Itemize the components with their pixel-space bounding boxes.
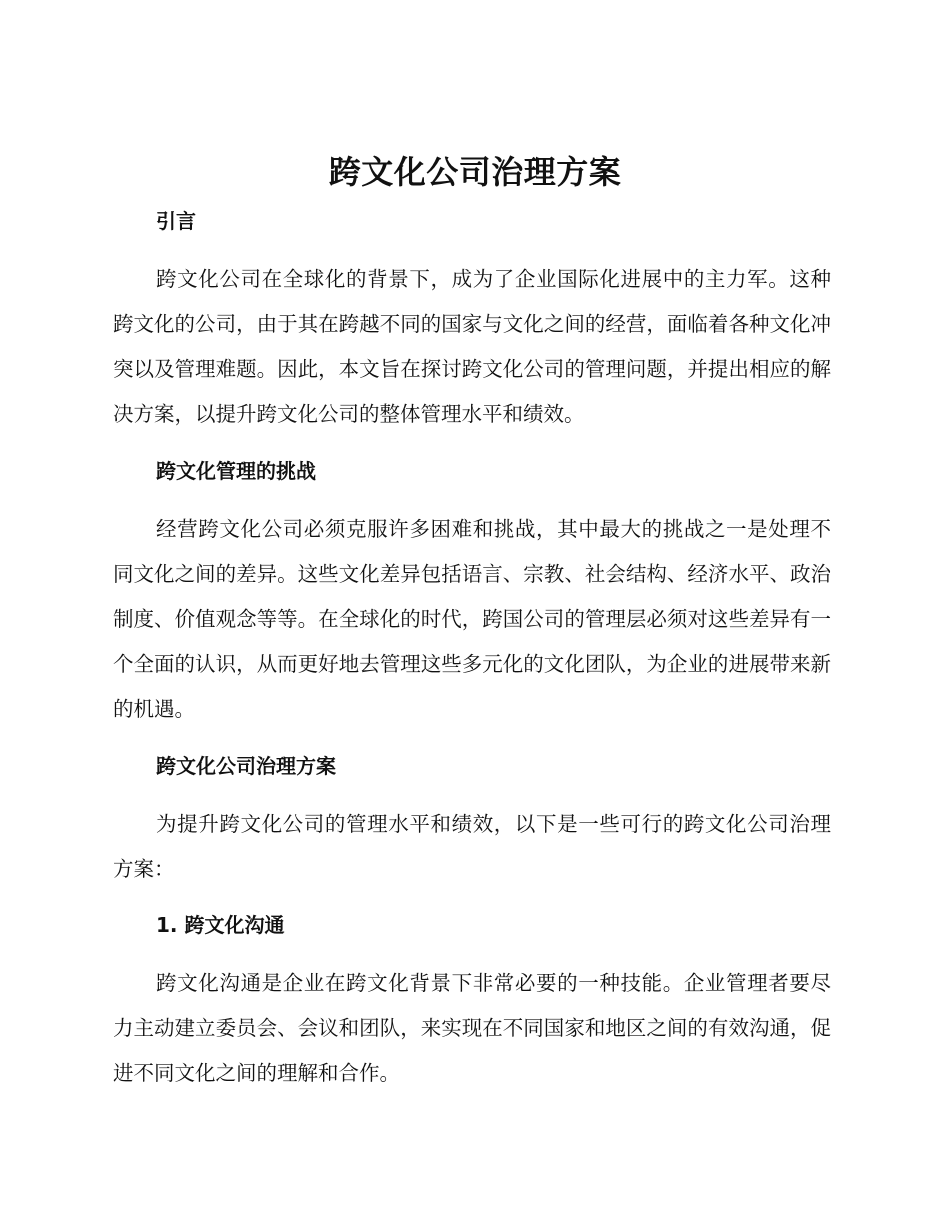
section-paragraph-introduction: 跨文化公司在全球化的背景下，成为了企业国际化进展中的主力军。这种跨文化的公司，由于其在跨越不同的国家与文化之间的经营，面临着各种文化冲突以及管理难题。因此，本文旨在探讨跨文化公司的管理问题，并提出相应的解决方案，以提升跨文化公司的整体管理水平和绩效。	[113, 267, 831, 426]
section-heading-introduction: 引言	[156, 209, 196, 233]
section-paragraph-cross-cultural-communication: 跨文化沟通是企业在跨文化背景下非常必要的一种技能。企业管理者要尽力主动建立委员会、会议和团队，来实现在不同国家和地区之间的有效沟通，促进不同文化之间的理解和合作。	[113, 971, 831, 1085]
section-paragraph-challenges: 经营跨文化公司必须克服许多困难和挑战，其中最大的挑战之一是处理不同文化之间的差异。这些文化差异包括语言、宗教、社会结构、经济水平、政治制度、价值观念等等。在全球化的时代，跨国公司的管理层必须对这些差异有一个全面的认识，从而更好地去管理这些多元化的文化团队，为企业的进展带来新的机遇。	[113, 517, 831, 721]
section-paragraph-governance-plan: 为提升跨文化公司的管理水平和绩效，以下是一些可行的跨文化公司治理方案：	[113, 812, 831, 881]
section-heading-governance-plan: 跨文化公司治理方案	[156, 754, 336, 778]
section-heading-cross-cultural-communication: 1. 跨文化沟通	[156, 913, 285, 937]
document-title: 跨文化公司治理方案	[328, 153, 622, 191]
section-heading-challenges: 跨文化管理的挑战	[156, 459, 316, 483]
